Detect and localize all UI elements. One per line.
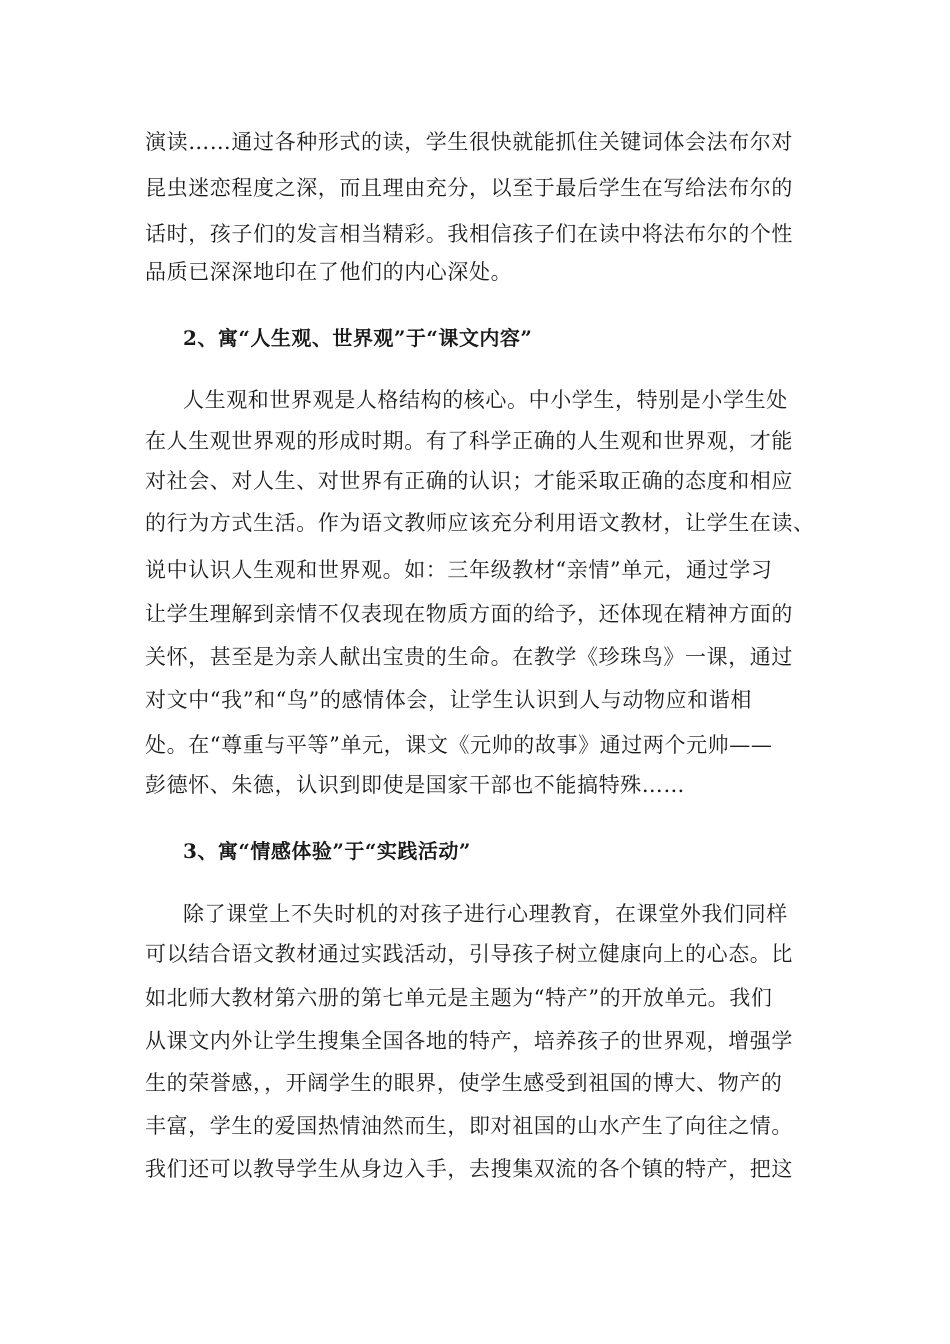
paragraph-2-line-3: 对社会、对人生、对世界有正确的认识；才能采取正确的态度和相应 <box>145 469 793 493</box>
paragraph-1-line-2: 昆虫迷恋程度之深，而且理由充分，以至于最后学生在写给法布尔的 <box>145 176 793 200</box>
paragraph-2-line-1: 人生观和世界观是人格结构的核心。中小学生，特别是小学生处 <box>183 388 788 412</box>
paragraph-3-line-3: 如北师大教材第六册的第七单元是主题为“特产”的开放单元。我们 <box>145 986 773 1010</box>
paragraph-2-line-8: 对文中“我”和“鸟”的感情体会，让学生认识到人与动物应和谐相 <box>145 688 752 712</box>
paragraph-2-line-9: 处。在“尊重与平等”单元，课文《元帅的故事》通过两个元帅—— <box>145 733 773 757</box>
paragraph-2-line-10: 彭德怀、朱德，认识到即使是国家干部也不能搞特殊…… <box>145 773 685 797</box>
paragraph-3-line-5: 生的荣誉感，，开阔学生的眼界，使学生感受到祖国的博大、物产的 <box>145 1071 783 1095</box>
paragraph-2-line-5: 说中认识人生观和世界观。如：三年级教材“亲情”单元，通过学习 <box>145 558 773 582</box>
paragraph-2-line-2: 在人生观世界观的形成时期。有了科学正确的人生观和世界观，才能 <box>145 429 793 453</box>
paragraph-2-line-6: 让学生理解到亲情不仅表现在物质方面的给予，还体现在精神方面的 <box>145 602 793 626</box>
paragraph-1-line-4: 品质已深深地印在了他们的内心深处。 <box>145 260 513 284</box>
paragraph-3-line-4: 从课文内外让学生搜集全国各地的特产，培养孩子的世界观，增强学 <box>145 1029 793 1053</box>
paragraph-3-line-7: 我们还可以教导学生从身边入手，去搜集双流的各个镇的特产，把这 <box>145 1157 793 1181</box>
paragraph-3-line-6: 丰富，学生的爱国热情油然而生，即对祖国的山水产生了向往之情。 <box>145 1114 793 1138</box>
section-heading-2: 2、寓“人生观、世界观”于“课文内容” <box>183 326 533 350</box>
section-heading-3: 3、寓“情感体验”于“实践活动” <box>183 839 471 863</box>
paragraph-3-line-1: 除了课堂上不失时机的对孩子进行心理教育，在课堂外我们同样 <box>183 902 788 926</box>
paragraph-1-line-1: 演读……通过各种形式的读，学生很快就能抓住关键词体会法布尔对 <box>145 130 793 154</box>
paragraph-2-line-4: 的行为方式生活。作为语文教师应该充分利用语文教材，让学生在读、 <box>145 511 815 535</box>
paragraph-2-line-7: 关怀，甚至是为亲人献出宝贵的生命。在教学《珍珠鸟》一课，通过 <box>145 645 793 669</box>
paragraph-3-line-2: 可以结合语文教材通过实践活动，引导孩子树立健康向上的心态。比 <box>145 942 793 966</box>
paragraph-1-line-3: 话时，孩子们的发言相当精彩。我相信孩子们在读中将法布尔的个性 <box>145 222 793 246</box>
